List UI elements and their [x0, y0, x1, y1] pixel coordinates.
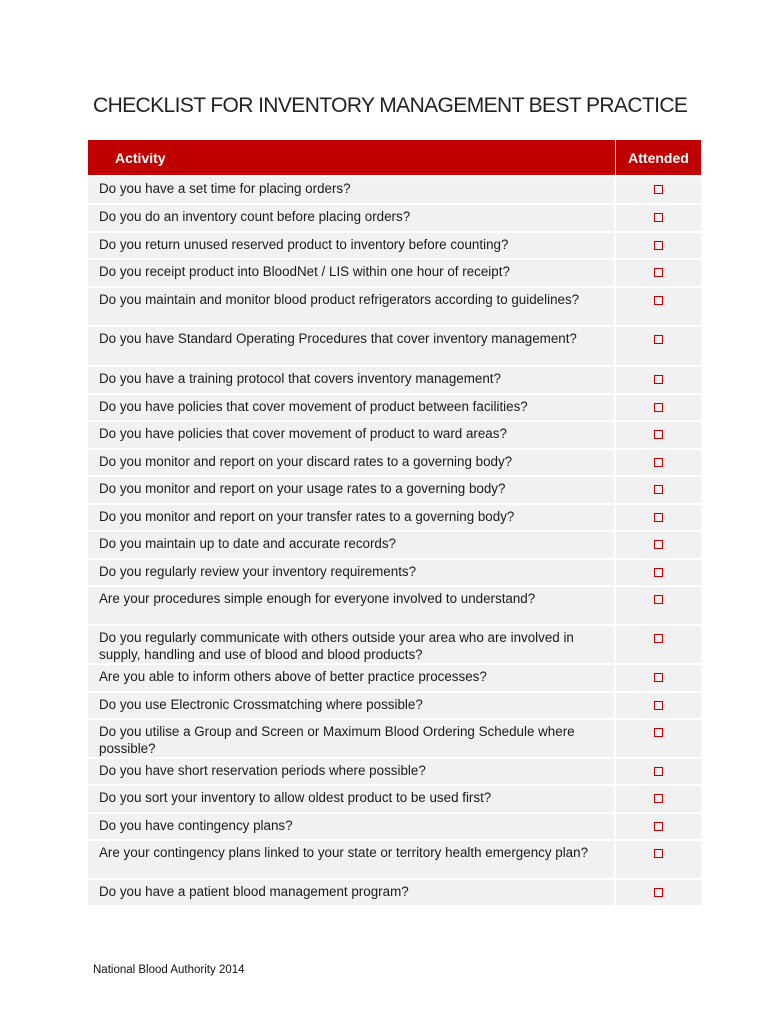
question-text: Do you monitor and report on your transfer rates to a governing body?	[88, 505, 616, 530]
question-text: Are your contingency plans linked to your state or territory health emergency plan?	[88, 841, 616, 878]
attended-cell	[616, 233, 701, 258]
attended-checkbox[interactable]	[654, 849, 663, 858]
question-text: Do you have a set time for placing orders?	[88, 177, 616, 203]
attended-checkbox[interactable]	[654, 458, 663, 467]
attended-checkbox[interactable]	[654, 595, 663, 604]
table-row	[88, 585, 701, 624]
question-text: Do you regularly review your inventory requirements?	[88, 560, 616, 585]
question-text: Do you regularly communicate with others outside your area who are involved in supply, handling and use of blood and blood products?	[88, 626, 616, 663]
attended-checkbox[interactable]	[654, 403, 663, 412]
table-row	[88, 691, 701, 718]
attended-checkbox[interactable]	[654, 296, 663, 305]
attended-cell	[616, 841, 701, 878]
table-row	[88, 258, 701, 286]
attended-cell	[616, 814, 701, 839]
attended-checkbox[interactable]	[654, 728, 663, 737]
attended-checkbox[interactable]	[654, 888, 663, 897]
question-text: Do you sort your inventory to allow oldest product to be used first?	[88, 786, 616, 812]
question-text: Do you have short reservation periods where possible?	[88, 759, 616, 784]
footer-text: National Blood Authority 2014	[93, 964, 245, 976]
table-row	[88, 757, 701, 784]
table-row	[88, 839, 701, 878]
table-row	[88, 365, 701, 393]
table-header	[88, 140, 701, 175]
page-title: CHECKLIST FOR INVENTORY MANAGEMENT BEST PRACTICE	[93, 94, 688, 117]
attended-checkbox[interactable]	[654, 540, 663, 549]
table-row	[88, 718, 701, 757]
attended-checkbox[interactable]	[654, 634, 663, 643]
question-text: Do you monitor and report on your discard rates to a governing body?	[88, 450, 616, 475]
attended-cell	[616, 626, 701, 663]
question-text: Do you have contingency plans?	[88, 814, 616, 839]
header-attended: Attended	[628, 149, 689, 166]
attended-cell	[616, 367, 701, 393]
attended-cell	[616, 327, 701, 365]
question-text: Do you monitor and report on your usage rates to a governing body?	[88, 477, 616, 503]
table-row	[88, 448, 701, 475]
question-text: Do you utilise a Group and Screen or Maximum Blood Ordering Schedule where possible?	[88, 720, 616, 757]
table-row	[88, 784, 701, 812]
question-text: Do you have policies that cover movement of product between facilities?	[88, 395, 616, 420]
attended-checkbox[interactable]	[654, 335, 663, 344]
question-text: Do you use Electronic Crossmatching where possible?	[88, 693, 616, 718]
attended-checkbox[interactable]	[654, 767, 663, 776]
attended-cell	[616, 288, 701, 325]
table-row	[88, 325, 701, 365]
table-row	[88, 420, 701, 448]
table-row	[88, 530, 701, 558]
attended-checkbox[interactable]	[654, 485, 663, 494]
attended-cell	[616, 759, 701, 784]
table-row	[88, 286, 701, 325]
attended-cell	[616, 422, 701, 448]
question-text: Do you have a patient blood management program?	[88, 880, 616, 905]
question-text: Do you have a training protocol that covers inventory management?	[88, 367, 616, 393]
attended-checkbox[interactable]	[654, 822, 663, 831]
attended-checkbox[interactable]	[654, 701, 663, 710]
attended-checkbox[interactable]	[654, 241, 663, 250]
table-row	[88, 175, 701, 203]
question-text: Do you have policies that cover movement of product to ward areas?	[88, 422, 616, 448]
attended-cell	[616, 532, 701, 558]
question-text: Are your procedures simple enough for everyone involved to understand?	[88, 587, 616, 624]
attended-cell	[616, 395, 701, 420]
question-text: Do you return unused reserved product to inventory before counting?	[88, 233, 616, 258]
attended-checkbox[interactable]	[654, 673, 663, 682]
table-row	[88, 393, 701, 420]
attended-checkbox[interactable]	[654, 213, 663, 222]
attended-cell	[616, 587, 701, 624]
attended-cell	[616, 720, 701, 757]
attended-checkbox[interactable]	[654, 268, 663, 277]
question-text: Are you able to inform others above of better practice processes?	[88, 665, 616, 691]
checklist-table	[88, 140, 701, 905]
attended-cell	[616, 880, 701, 905]
attended-cell	[616, 505, 701, 530]
attended-cell	[616, 693, 701, 718]
attended-cell	[616, 560, 701, 585]
attended-cell	[616, 477, 701, 503]
table-row	[88, 812, 701, 839]
attended-cell	[616, 177, 701, 203]
question-text: Do you maintain up to date and accurate records?	[88, 532, 616, 558]
table-row	[88, 503, 701, 530]
table-row	[88, 624, 701, 663]
attended-cell	[616, 205, 701, 231]
header-activity: Activity	[88, 140, 616, 175]
attended-checkbox[interactable]	[654, 375, 663, 384]
question-text: Do you have Standard Operating Procedures that cover inventory management?	[88, 327, 616, 365]
table-row	[88, 231, 701, 258]
question-text: Do you maintain and monitor blood product refrigerators according to guidelines?	[88, 288, 616, 325]
table-row	[88, 203, 701, 231]
attended-checkbox[interactable]	[654, 513, 663, 522]
question-text: Do you do an inventory count before placing orders?	[88, 205, 616, 231]
attended-checkbox[interactable]	[654, 794, 663, 803]
table-row	[88, 558, 701, 585]
table-row	[88, 663, 701, 691]
attended-cell	[616, 260, 701, 286]
attended-cell	[616, 786, 701, 812]
attended-checkbox[interactable]	[654, 568, 663, 577]
table-row	[88, 878, 701, 905]
table-row	[88, 475, 701, 503]
attended-checkbox[interactable]	[654, 430, 663, 439]
checklist-rows	[88, 175, 701, 905]
attended-cell	[616, 450, 701, 475]
attended-cell	[616, 665, 701, 691]
question-text: Do you receipt product into BloodNet / LIS within one hour of receipt?	[88, 260, 616, 286]
attended-checkbox[interactable]	[654, 185, 663, 194]
